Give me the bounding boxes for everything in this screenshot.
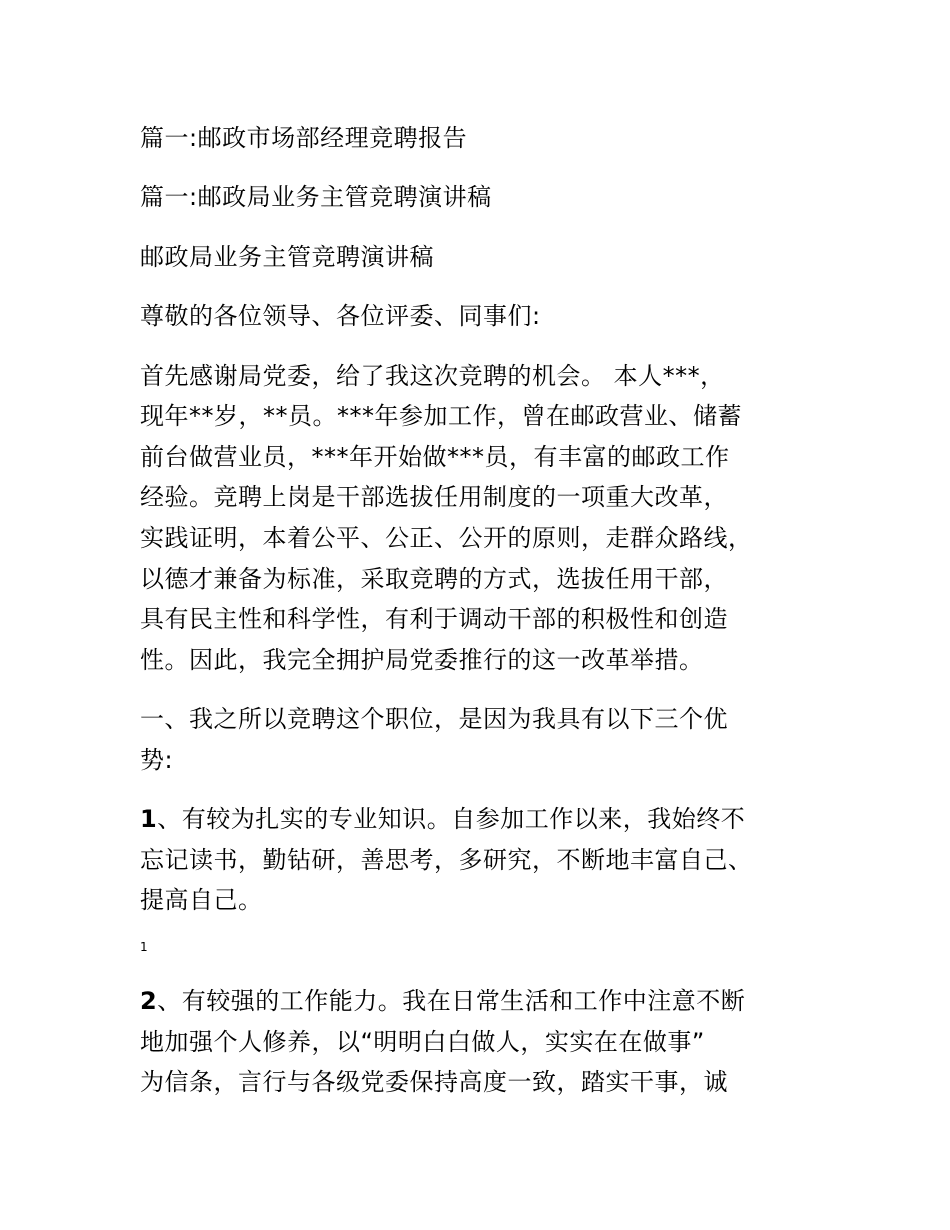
item-1-text: 、有较为扎实的专业知识。自参加工作以来，我始终不 xyxy=(157,805,746,833)
intro-line: 实践证明，本着公平、公正、公开的原则，走群众路线， xyxy=(140,524,753,552)
item-2-line: 为信条，言行与各级党委保持高度一致，踏实干事，诚 xyxy=(140,1068,728,1096)
intro-line: 首先感谢局党委，给了我这次竞聘的机会。 本人***， xyxy=(140,362,725,390)
item-2-line xyxy=(140,986,745,1016)
intro-line: 以德才兼备为标准，采取竞聘的方式，选拔任用干部， xyxy=(140,565,728,593)
item-2-number: 2 xyxy=(140,987,158,1015)
intro-line: 性。因此，我完全拥护局党委推行的这一改革举措。 xyxy=(140,646,704,674)
intro-line: 经验。竞聘上岗是干部选拔任用制度的一项重大改革， xyxy=(140,483,728,511)
heading-2: 篇一:邮政局业务主管竞聘演讲稿 xyxy=(140,183,492,211)
item-1-line: 忘记读书，勤钻研，善思考，多研究，不断地丰富自己、 xyxy=(140,846,753,874)
page-number: 1 xyxy=(140,940,148,954)
item-1-line: 提高自己。 xyxy=(140,886,263,914)
section-1-line: 势: xyxy=(140,746,174,774)
item-2-line: 地加强个人修养，以“明明白白做人，实实在在做事” xyxy=(140,1028,705,1056)
section-1-line: 一、我之所以竞聘这个职位，是因为我具有以下三个优 xyxy=(140,705,728,733)
salutation: 尊敬的各位领导、各位评委、同事们: xyxy=(140,302,541,330)
item-1-number: 1 xyxy=(140,805,158,833)
heading-3: 邮政局业务主管竞聘演讲稿 xyxy=(140,243,434,271)
intro-line: 现年**岁，**员。***年参加工作，曾在邮政营业、储蓄 xyxy=(140,402,742,430)
item-1-line xyxy=(140,804,745,834)
intro-line: 具有民主性和科学性，有利于调动干部的积极性和创造 xyxy=(140,605,728,633)
intro-line: 前台做营业员，***年开始做***员，有丰富的邮政工作 xyxy=(140,443,730,471)
item-2-text: 、有较强的工作能力。我在日常生活和工作中注意不断 xyxy=(157,987,746,1015)
heading-1: 篇一:邮政市场部经理竞聘报告 xyxy=(140,124,468,152)
